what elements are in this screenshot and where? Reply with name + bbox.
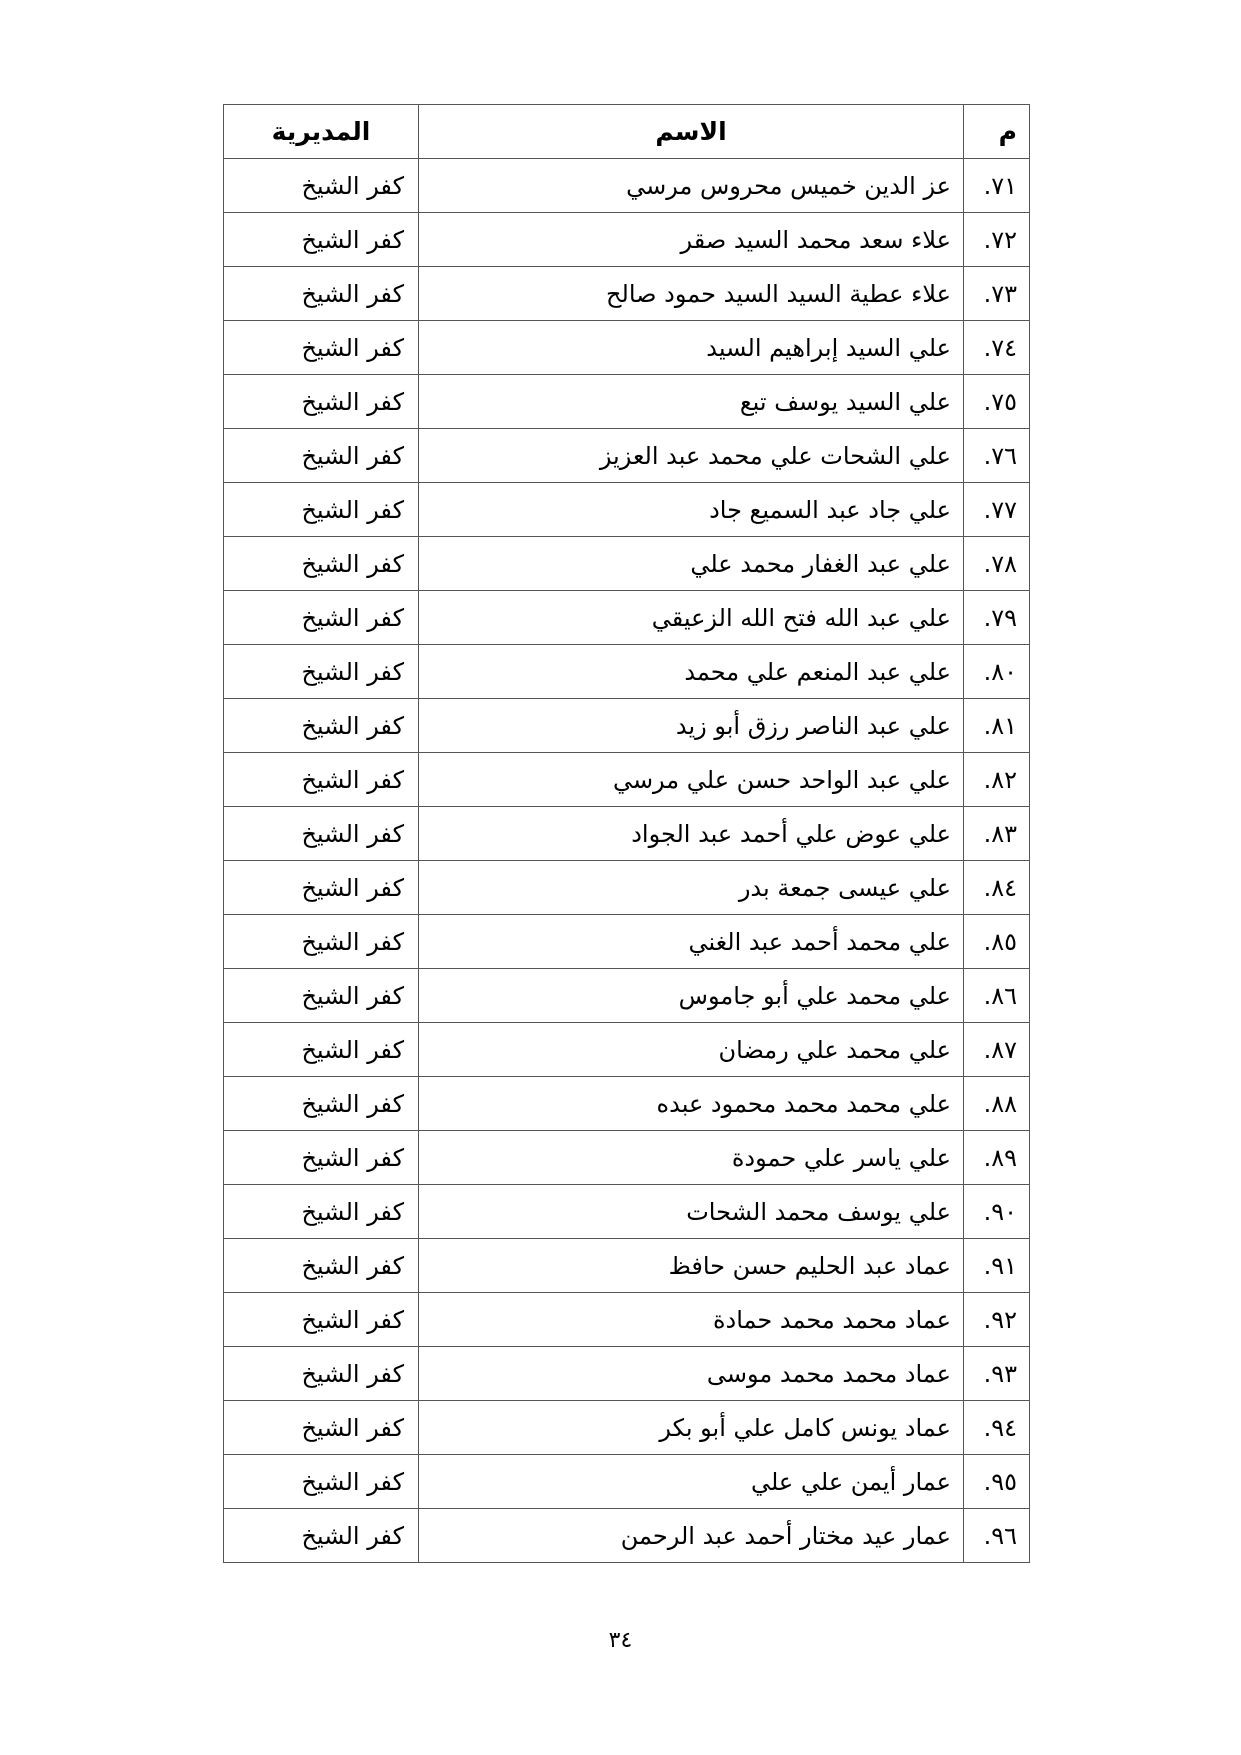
row-directorate: كفر الشيخ	[224, 159, 419, 213]
row-name: علي عبد الغفار محمد علي	[419, 537, 964, 591]
row-directorate: كفر الشيخ	[224, 645, 419, 699]
row-number: ٨٤.	[964, 861, 1030, 915]
row-directorate: كفر الشيخ	[224, 591, 419, 645]
row-number: ٩١.	[964, 1239, 1030, 1293]
table-row	[224, 213, 1030, 267]
row-number: ٧٢.	[964, 213, 1030, 267]
table-row	[224, 537, 1030, 591]
row-directorate: كفر الشيخ	[224, 267, 419, 321]
row-directorate: كفر الشيخ	[224, 1077, 419, 1131]
table-row	[224, 1455, 1030, 1509]
table-row	[224, 807, 1030, 861]
row-number: ٧١.	[964, 159, 1030, 213]
row-number: ٧٩.	[964, 591, 1030, 645]
row-name: علي عبد الواحد حسن علي مرسي	[419, 753, 964, 807]
row-name: علي محمد محمد محمود عبده	[419, 1077, 964, 1131]
table-header-row	[224, 105, 1030, 159]
row-number: ٩٢.	[964, 1293, 1030, 1347]
names-table	[223, 104, 1030, 1563]
row-name: علي عوض علي أحمد عبد الجواد	[419, 807, 964, 861]
row-name: عماد عبد الحليم حسن حافظ	[419, 1239, 964, 1293]
row-number: ٧٤.	[964, 321, 1030, 375]
row-directorate: كفر الشيخ	[224, 1131, 419, 1185]
row-directorate: كفر الشيخ	[224, 1185, 419, 1239]
row-number: ٧٦.	[964, 429, 1030, 483]
table-row	[224, 861, 1030, 915]
row-number: ٧٨.	[964, 537, 1030, 591]
row-name: علي السيد إبراهيم السيد	[419, 321, 964, 375]
row-directorate: كفر الشيخ	[224, 1455, 419, 1509]
row-number: ٩٦.	[964, 1509, 1030, 1563]
row-directorate: كفر الشيخ	[224, 483, 419, 537]
table-row	[224, 159, 1030, 213]
row-directorate: كفر الشيخ	[224, 375, 419, 429]
row-name: علاء سعد محمد السيد صقر	[419, 213, 964, 267]
table-row	[224, 1131, 1030, 1185]
row-name: عماد يونس كامل علي أبو بكر	[419, 1401, 964, 1455]
row-number: ٧٥.	[964, 375, 1030, 429]
row-name: علي جاد عبد السميع جاد	[419, 483, 964, 537]
row-number: ٩٠.	[964, 1185, 1030, 1239]
row-name: علي محمد علي أبو جاموس	[419, 969, 964, 1023]
page-number: ٣٤	[608, 1628, 633, 1653]
header-directorate: المديرية	[224, 105, 419, 159]
table-row	[224, 645, 1030, 699]
table-row	[224, 267, 1030, 321]
table-row	[224, 375, 1030, 429]
row-number: ٨٢.	[964, 753, 1030, 807]
row-name: عمار عيد مختار أحمد عبد الرحمن	[419, 1509, 964, 1563]
row-number: ٨٦.	[964, 969, 1030, 1023]
row-number: ٩٣.	[964, 1347, 1030, 1401]
row-directorate: كفر الشيخ	[224, 1239, 419, 1293]
row-directorate: كفر الشيخ	[224, 753, 419, 807]
table-row	[224, 1023, 1030, 1077]
row-number: ٨٩.	[964, 1131, 1030, 1185]
table-row	[224, 1239, 1030, 1293]
row-name: علي محمد أحمد عبد الغني	[419, 915, 964, 969]
table-row	[224, 1509, 1030, 1563]
row-directorate: كفر الشيخ	[224, 1401, 419, 1455]
row-name: علي عبد الله فتح الله الزعيقي	[419, 591, 964, 645]
row-directorate: كفر الشيخ	[224, 699, 419, 753]
row-number: ٨٧.	[964, 1023, 1030, 1077]
row-directorate: كفر الشيخ	[224, 429, 419, 483]
row-number: ٨٥.	[964, 915, 1030, 969]
row-name: عز الدين خميس محروس مرسي	[419, 159, 964, 213]
row-directorate: كفر الشيخ	[224, 321, 419, 375]
row-number: ٨١.	[964, 699, 1030, 753]
row-directorate: كفر الشيخ	[224, 1509, 419, 1563]
table-row	[224, 1401, 1030, 1455]
table-row	[224, 483, 1030, 537]
row-name: علي محمد علي رمضان	[419, 1023, 964, 1077]
row-directorate: كفر الشيخ	[224, 213, 419, 267]
row-name: عماد محمد محمد موسى	[419, 1347, 964, 1401]
header-name: الاسم	[419, 105, 964, 159]
row-directorate: كفر الشيخ	[224, 537, 419, 591]
table-row	[224, 1077, 1030, 1131]
table-row	[224, 591, 1030, 645]
row-directorate: كفر الشيخ	[224, 807, 419, 861]
row-number: ٧٣.	[964, 267, 1030, 321]
row-name: عماد محمد محمد حمادة	[419, 1293, 964, 1347]
row-name: علي عبد الناصر رزق أبو زيد	[419, 699, 964, 753]
row-directorate: كفر الشيخ	[224, 915, 419, 969]
table-body	[224, 159, 1030, 1563]
row-name: علي عبد المنعم علي محمد	[419, 645, 964, 699]
table-row	[224, 915, 1030, 969]
row-name: علي الشحات علي محمد عبد العزيز	[419, 429, 964, 483]
table-row	[224, 429, 1030, 483]
row-number: ٩٥.	[964, 1455, 1030, 1509]
row-directorate: كفر الشيخ	[224, 1293, 419, 1347]
row-directorate: كفر الشيخ	[224, 861, 419, 915]
table-row	[224, 699, 1030, 753]
row-name: علي عيسى جمعة بدر	[419, 861, 964, 915]
table-row	[224, 1347, 1030, 1401]
header-num: م	[964, 105, 1030, 159]
row-name: علاء عطية السيد السيد حمود صالح	[419, 267, 964, 321]
row-directorate: كفر الشيخ	[224, 1347, 419, 1401]
row-number: ٩٤.	[964, 1401, 1030, 1455]
row-name: عمار أيمن علي علي	[419, 1455, 964, 1509]
row-number: ٨٣.	[964, 807, 1030, 861]
row-directorate: كفر الشيخ	[224, 969, 419, 1023]
row-number: ٧٧.	[964, 483, 1030, 537]
table-row	[224, 1293, 1030, 1347]
row-name: علي ياسر علي حمودة	[419, 1131, 964, 1185]
table-row	[224, 753, 1030, 807]
row-directorate: كفر الشيخ	[224, 1023, 419, 1077]
table-row	[224, 969, 1030, 1023]
row-name: علي السيد يوسف تبع	[419, 375, 964, 429]
table-row	[224, 321, 1030, 375]
table-row	[224, 1185, 1030, 1239]
row-number: ٨٨.	[964, 1077, 1030, 1131]
row-number: ٨٠.	[964, 645, 1030, 699]
row-name: علي يوسف محمد الشحات	[419, 1185, 964, 1239]
